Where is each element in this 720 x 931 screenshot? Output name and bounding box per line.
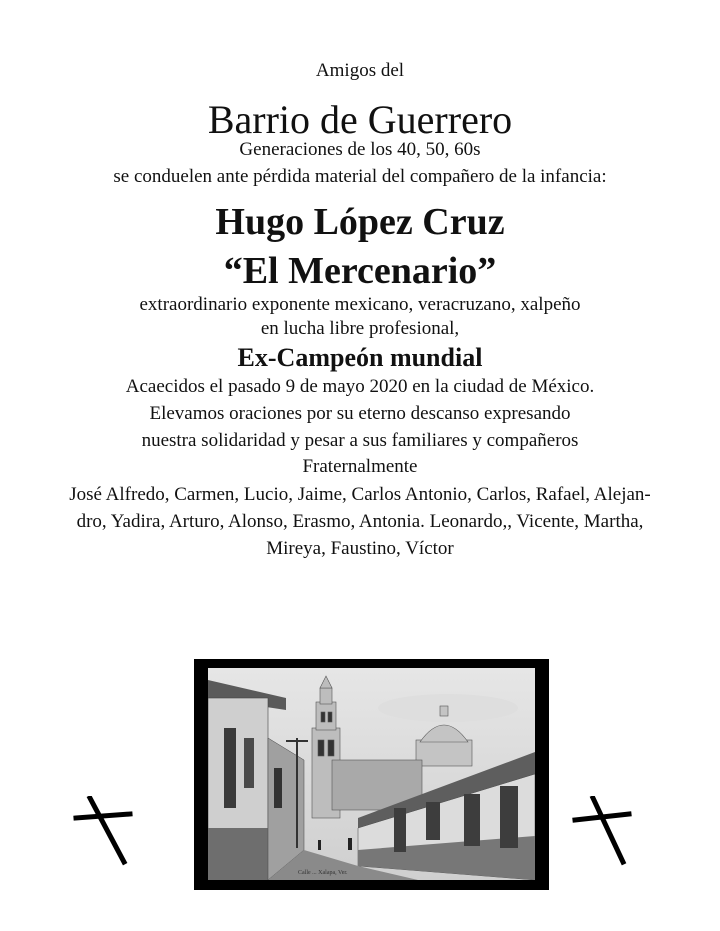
bio-line-2: en lucha libre profesional, <box>260 318 460 339</box>
cross-icon-left <box>72 796 134 868</box>
cross-icon-right <box>571 796 633 868</box>
champion-title: Ex-Campeón mundial <box>237 343 483 372</box>
generations-text: Generaciones de los 40, 50, 60s <box>239 139 481 160</box>
message-line-2: Elevamos oraciones por su eterno descanso expresando <box>149 403 571 424</box>
condolence-text: se conduelen ante pérdida material del compañero de la infancia: <box>113 166 607 187</box>
message-line-1: Acaecidos el pasado 9 de mayo 2020 en la ciudad de México. <box>125 376 595 397</box>
message-line-3: nuestra solidaridad y pesar a sus familiares y compañeros <box>141 430 579 451</box>
intro-text: Amigos del <box>315 60 405 81</box>
deceased-name: Hugo López Cruz <box>215 201 505 243</box>
barrio-title: Barrio de Guerrero <box>207 97 513 142</box>
street-photo <box>208 668 535 880</box>
signers-line-1: José Alfredo, Carmen, Lucio, Jaime, Carlos Antonio, Carlos, Rafael, Alejan- <box>69 484 651 505</box>
bio-line-1: extraordinario exponente mexicano, veracruzano, xalpeño <box>139 294 581 315</box>
deceased-nickname: “El Mercenario” <box>223 250 497 292</box>
signers-line-3: Mireya, Faustino, Víctor <box>266 538 454 559</box>
photo-caption: Calle ... Xalapa, Ver. <box>298 870 348 876</box>
closing-text: Fraternalmente <box>302 456 418 477</box>
photo-frame <box>194 659 549 890</box>
signers-list <box>40 481 680 562</box>
signers-line-2: dro, Yadira, Arturo, Alonso, Erasmo, Antonia. Leonardo,, Vicente, Martha, <box>76 511 644 532</box>
